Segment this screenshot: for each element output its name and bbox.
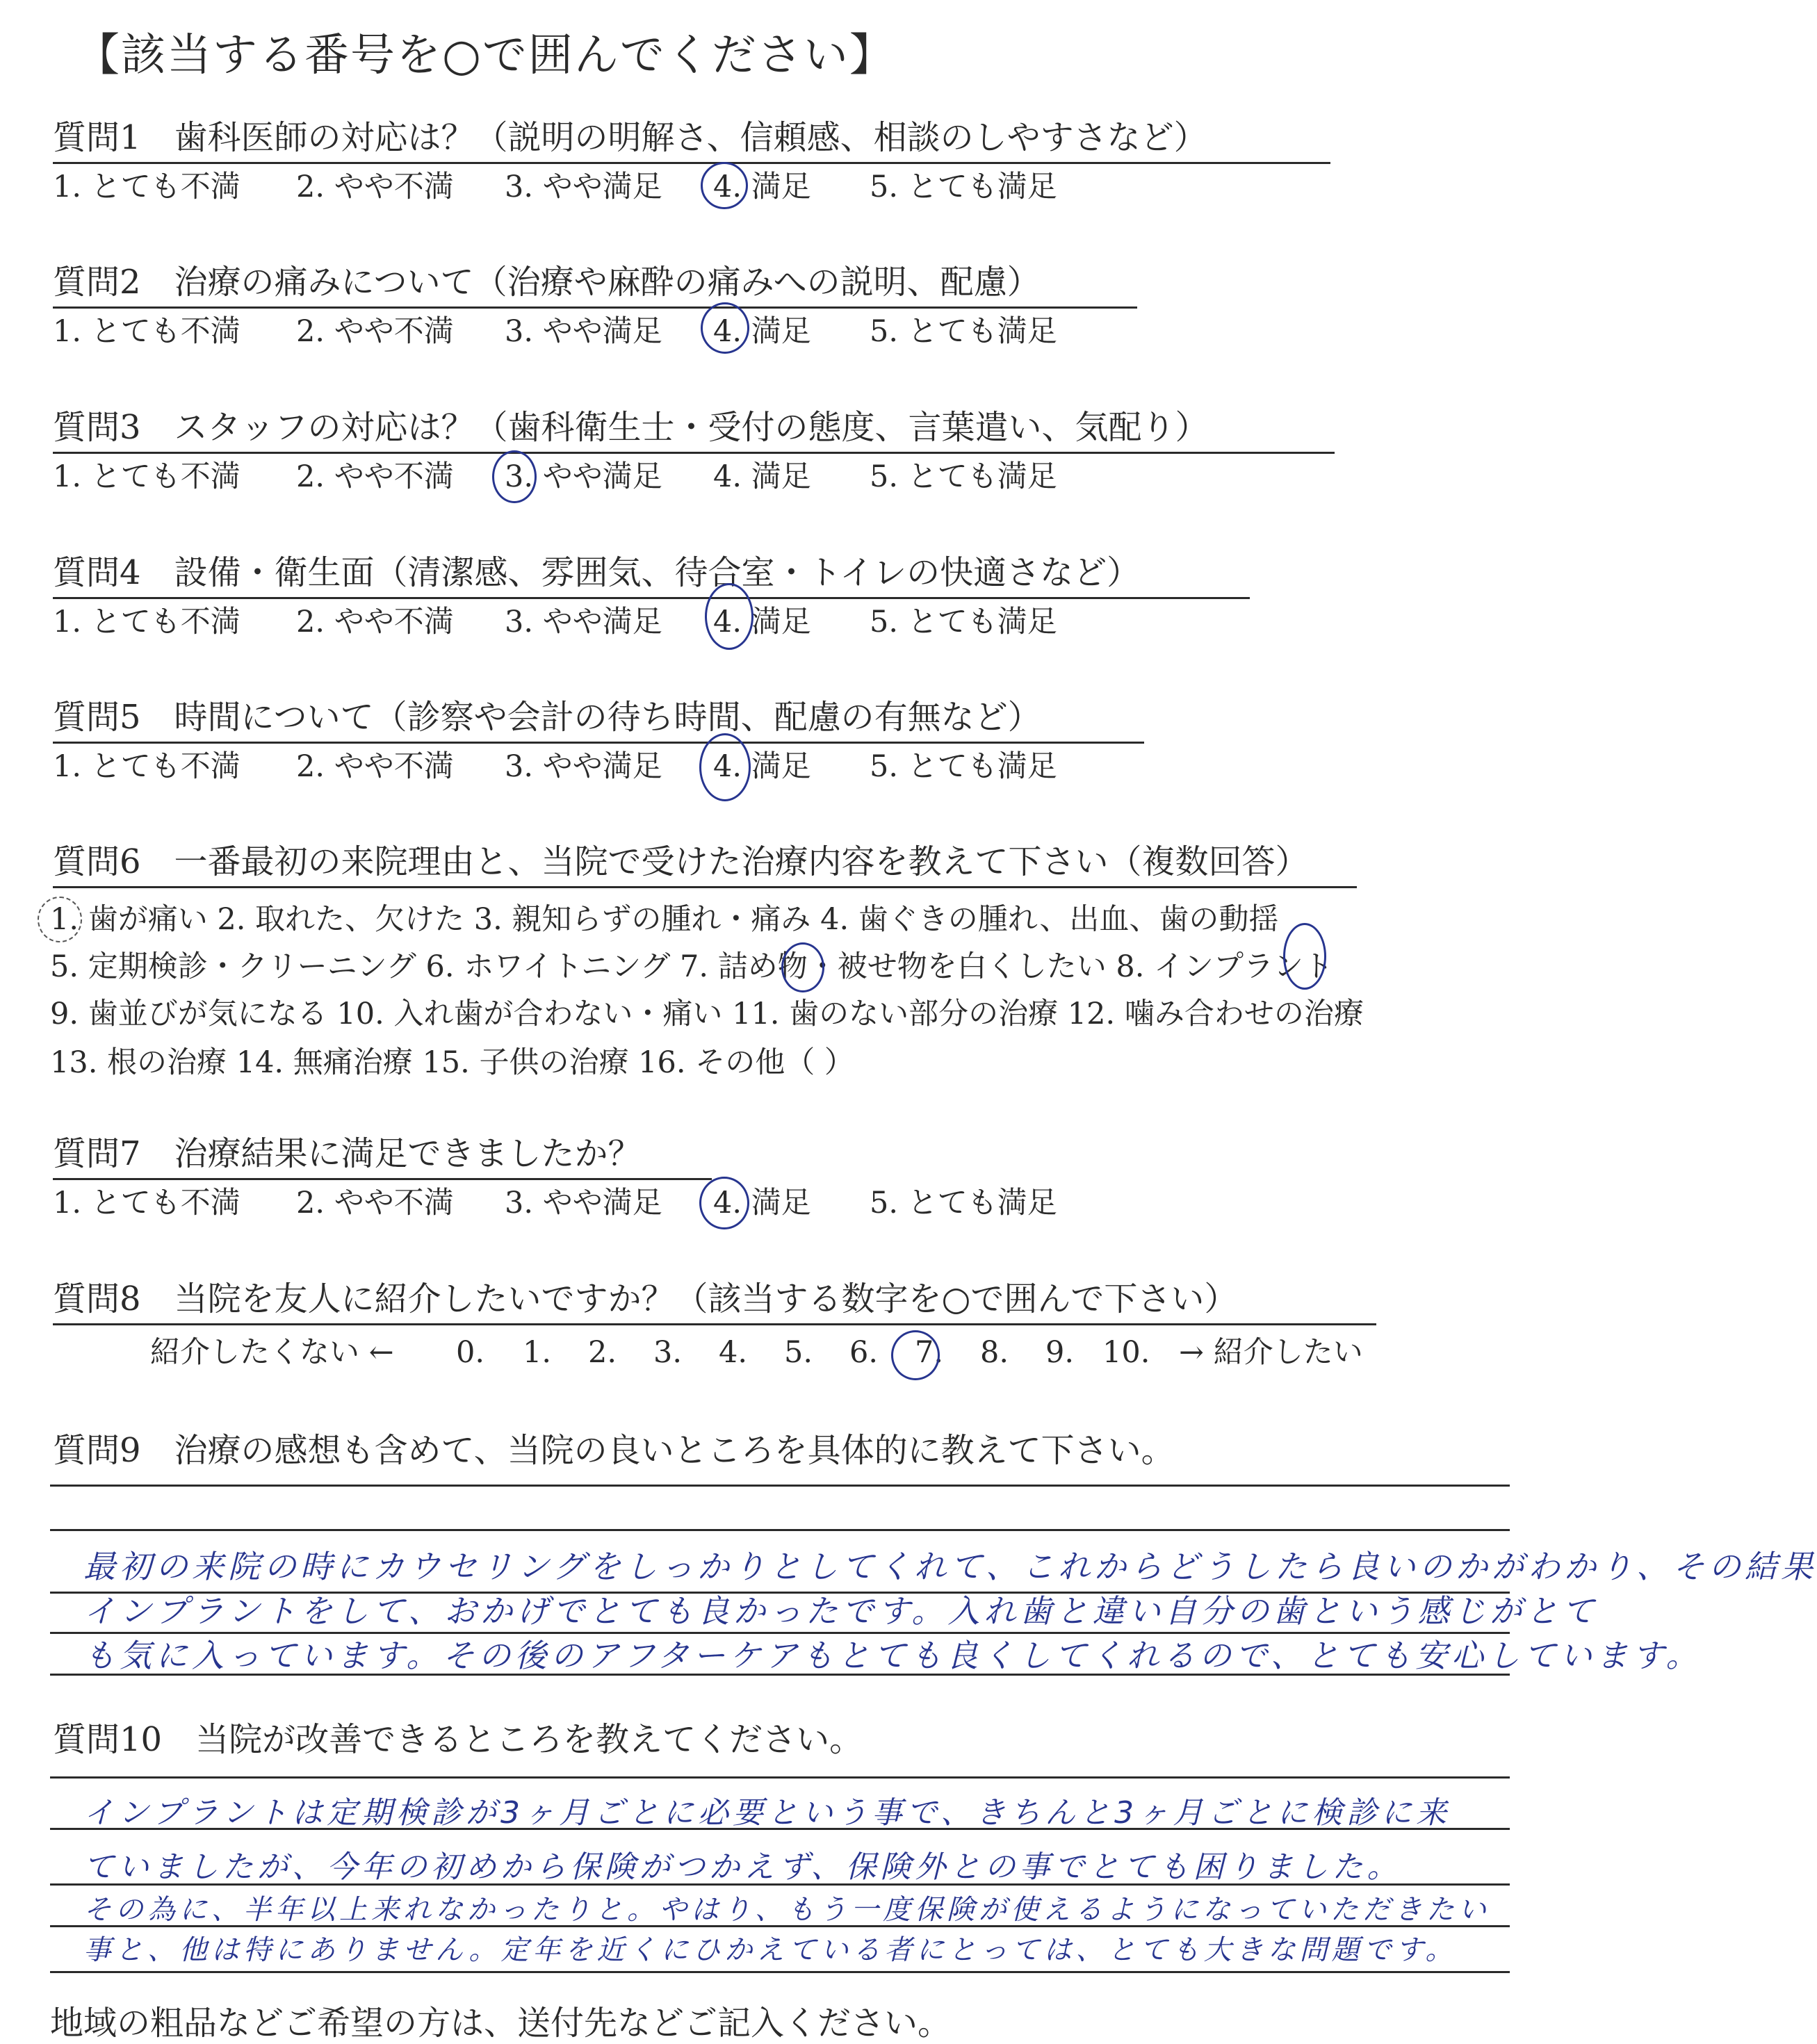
handwritten-answer-line: インプラントは定期検診が3ヶ月ごとに必要という事で、きちんと3ヶ月ごとに検診に来: [83, 1795, 1451, 1831]
scale-right-label: → 紹介したい: [1179, 1335, 1363, 1370]
rating-options: [53, 455, 1554, 499]
question-9: [53, 1428, 1554, 1473]
question-number: 質問2: [53, 263, 141, 302]
option-3[interactable]: 3. やや満足: [505, 314, 662, 349]
option-4[interactable]: 4. 満足: [713, 605, 811, 639]
handwritten-answer-line: 事と、他は特にありません。定年を近くにひかえている者にとっては、とても大きな問題です。: [83, 1934, 1458, 1966]
question-number: 質問8: [53, 1279, 141, 1318]
option-2[interactable]: 2. やや不満: [296, 170, 454, 204]
option-5[interactable]: 5. とても満足: [870, 314, 1057, 349]
question-2: [53, 259, 1554, 354]
option-3[interactable]: 3. やや満足: [505, 170, 662, 204]
selection-circle: [705, 583, 753, 650]
question-text: 設備・衛生面（清潔感、雰囲気、待合室・トイレの快適さなど）: [174, 553, 1141, 592]
scale-6[interactable]: 6.: [849, 1335, 879, 1370]
question-underline: [53, 1178, 712, 1180]
question-10: [53, 1717, 1554, 1763]
q6-options-row-4[interactable]: 13. 根の治療 14. 無痛治療 15. 子供の治療 16. その他（ ）: [50, 1045, 854, 1080]
question-underline: [53, 886, 1357, 888]
selection-circle: [38, 897, 82, 942]
question-number: 質問6: [53, 842, 141, 881]
q6-options-row-2[interactable]: 5. 定期検診・クリーニング 6. ホワイトニング 7. 詰め物・被せ物を白くしたい 8. インプラント: [50, 949, 1334, 984]
question-text: スタッフの対応は？（歯科衛生士・受付の態度、言葉遣い、気配り）: [174, 408, 1209, 447]
scale-4[interactable]: 4.: [719, 1335, 748, 1370]
scale-0[interactable]: 0.: [456, 1335, 485, 1370]
option-3[interactable]: 3. やや満足: [505, 459, 662, 494]
question-6: [53, 839, 1554, 885]
question-underline: [53, 162, 1330, 164]
question-number: 質問4: [53, 553, 141, 592]
question-number: 質問1: [53, 118, 141, 157]
option-5[interactable]: 5. とても満足: [870, 749, 1057, 784]
page-title: 【該当する番号を○で囲んでください】: [75, 30, 895, 81]
rating-options: [53, 600, 1554, 644]
handwritten-answer-line: 最初の来院の時にカウセリングをしっかりとしてくれて、これからどうしたら良いのかがわかり、その結果: [83, 1548, 1817, 1585]
option-5[interactable]: 5. とても満足: [870, 459, 1057, 494]
handwritten-answer-line: ていましたが、今年の初めから保険がつかえず、保険外との事でとても困りました。: [83, 1849, 1402, 1885]
question-text: 治療の痛みについて（治療や麻酔の痛みへの説明、配慮）: [174, 263, 1041, 302]
question-underline: [53, 742, 1144, 744]
referral-scale: [53, 1330, 1554, 1375]
selection-circle: [701, 162, 748, 209]
scale-1[interactable]: 1.: [523, 1335, 552, 1370]
option-2[interactable]: 2. やや不満: [296, 605, 454, 639]
option-2[interactable]: 2. やや不満: [296, 314, 454, 349]
question-underline: [53, 306, 1137, 309]
question-underline: [53, 1323, 1376, 1325]
option-1[interactable]: 1. とても不満: [53, 314, 241, 349]
answer-line: [50, 1971, 1510, 1973]
question-5: [53, 694, 1554, 789]
question-text: 治療結果に満足できましたか？: [174, 1134, 642, 1173]
scale-left-label: 紹介したくない ←: [150, 1335, 394, 1370]
question-number: 質問5: [53, 698, 141, 737]
q6-options-row-1[interactable]: 1. 歯が痛い 2. 取れた、欠けた 3. 親知らずの腫れ・痛み 4. 歯ぐきの腫れ、出血、歯の動揺: [50, 902, 1279, 937]
answer-line: [50, 1776, 1510, 1779]
selection-circle: [781, 942, 824, 992]
footer-note: 地域の粗品などご希望の方は、送付先などご記入ください。: [50, 2004, 952, 2043]
option-2[interactable]: 2. やや不満: [296, 1186, 454, 1220]
question-3: [53, 404, 1554, 499]
selection-circle: [492, 450, 537, 503]
selection-circle: [699, 733, 751, 801]
question-text: 当院を友人に紹介したいですか？（該当する数字を○で囲んで下さい）: [174, 1279, 1238, 1318]
answer-line: [50, 1485, 1510, 1487]
option-1[interactable]: 1. とても不満: [53, 1186, 241, 1220]
question-number: 質問9: [53, 1431, 141, 1470]
question-text: 時間について（診察や会計の待ち時間、配慮の有無など）: [174, 698, 1041, 737]
handwritten-answer-line: その為に、半年以上来れなかったりと。やはり、もう一度保険が使えるようになっていただきたい: [83, 1894, 1490, 1926]
rating-options: [53, 744, 1554, 789]
option-3[interactable]: 3. やや満足: [505, 1186, 662, 1220]
question-1: [53, 115, 1554, 209]
option-5[interactable]: 5. とても満足: [870, 170, 1057, 204]
scale-10[interactable]: 10.: [1102, 1335, 1150, 1370]
scale-7[interactable]: 7.: [915, 1335, 944, 1370]
option-5[interactable]: 5. とても満足: [870, 605, 1057, 639]
scale-3[interactable]: 3.: [653, 1335, 683, 1370]
option-4[interactable]: 4. 満足: [713, 749, 811, 784]
question-text: 一番最初の来院理由と、当院で受けた治療内容を教えて下さい（複数回答）: [174, 842, 1309, 881]
answer-line: [50, 1529, 1510, 1531]
rating-options: [53, 309, 1554, 354]
option-3[interactable]: 3. やや満足: [505, 749, 662, 784]
question-4: [53, 550, 1554, 644]
option-4[interactable]: 4. 満足: [713, 1186, 811, 1220]
selection-circle: [701, 302, 749, 354]
option-3[interactable]: 3. やや満足: [505, 605, 662, 639]
question-text: 歯科医師の対応は？（説明の明解さ、信頼感、相談のしやすさなど）: [174, 118, 1207, 157]
option-4[interactable]: 4. 満足: [713, 170, 811, 204]
option-5[interactable]: 5. とても満足: [870, 1186, 1057, 1220]
selection-circle: [1283, 923, 1326, 990]
question-text: 治療の感想も含めて、当院の良いところを具体的に教えて下さい。: [174, 1431, 1175, 1470]
option-2[interactable]: 2. やや不満: [296, 749, 454, 784]
selection-circle: [891, 1330, 940, 1380]
option-1[interactable]: 1. とても不満: [53, 605, 241, 639]
question-7: [53, 1131, 1554, 1225]
handwritten-answer-line: インプラントをして、おかげでとても良かったです。入れ歯と違い自分の歯という感じがとて: [83, 1592, 1599, 1630]
option-1[interactable]: 1. とても不満: [53, 749, 241, 784]
rating-options: [53, 165, 1554, 209]
question-number: 質問7: [53, 1134, 141, 1173]
rating-options: [53, 1181, 1554, 1225]
handwritten-answer-line: も気に入っています。その後のアフターケアもとても良くしてくれるので、とても安心しています。: [83, 1637, 1702, 1674]
selection-circle: [699, 1177, 749, 1229]
question-8: [53, 1276, 1554, 1375]
option-1[interactable]: 1. とても不満: [53, 459, 241, 494]
option-2[interactable]: 2. やや不満: [296, 459, 454, 494]
scale-8[interactable]: 8.: [980, 1335, 1009, 1370]
question-underline: [53, 597, 1250, 599]
question-text: 当院が改善できるところを教えてください。: [195, 1720, 863, 1759]
option-4[interactable]: 4. 満足: [713, 314, 811, 349]
option-1[interactable]: 1. とても不満: [53, 170, 241, 204]
question-number: 質問3: [53, 408, 141, 447]
option-4[interactable]: 4. 満足: [713, 459, 811, 494]
q6-options-row-3[interactable]: 9. 歯並びが気になる 10. 入れ歯が合わない・痛い 11. 歯のない部分の治療 12. 噛み合わせの治療: [50, 997, 1364, 1031]
scale-2[interactable]: 2.: [588, 1335, 617, 1370]
question-number: 質問10: [53, 1720, 163, 1759]
question-underline: [53, 452, 1335, 454]
scale-9[interactable]: 9.: [1045, 1335, 1075, 1370]
scale-5[interactable]: 5.: [784, 1335, 813, 1370]
